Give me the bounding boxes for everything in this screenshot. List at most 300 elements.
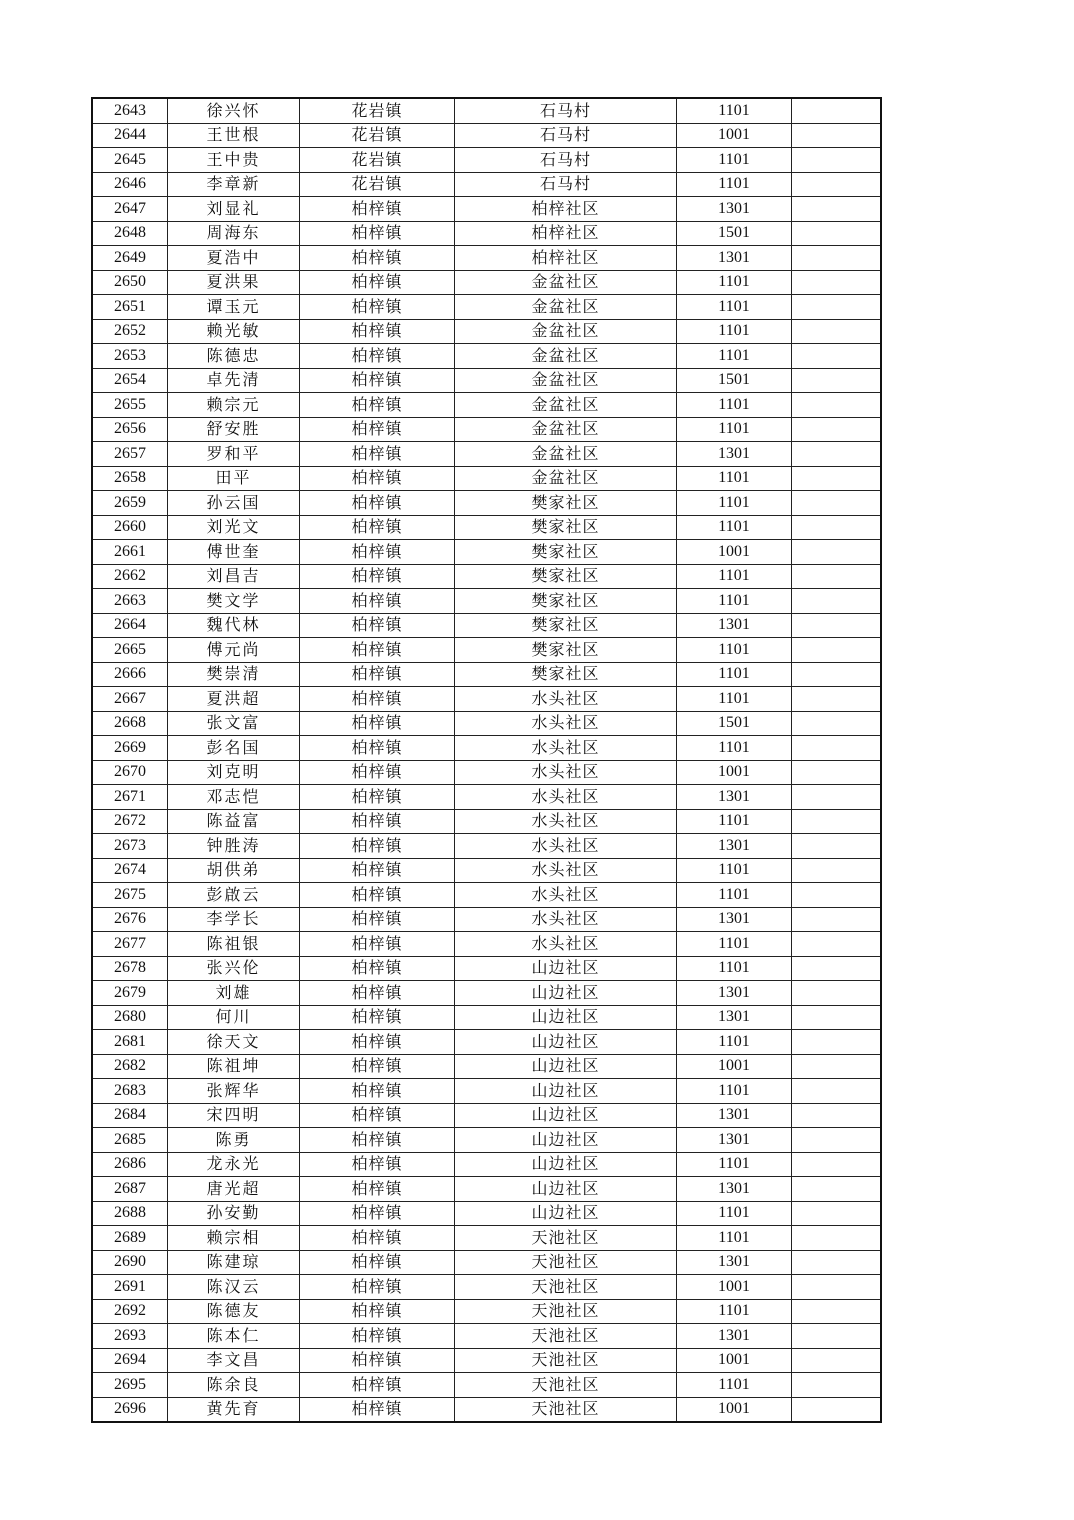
table-row [92, 466, 881, 491]
cell-code: 1301 [677, 981, 792, 1006]
table-row [92, 858, 881, 883]
table-row [92, 246, 881, 271]
cell-village: 樊家社区 [455, 515, 677, 540]
cell-serial-number: 2644 [92, 123, 168, 148]
cell-person-name: 陈勇 [168, 1128, 300, 1153]
cell-serial-number: 2685 [92, 1128, 168, 1153]
cell-person-name: 田平 [168, 466, 300, 491]
cell-village: 山边社区 [455, 1201, 677, 1226]
cell-village: 山边社区 [455, 1152, 677, 1177]
cell-remark [792, 981, 882, 1006]
cell-serial-number: 2645 [92, 148, 168, 173]
cell-village: 山边社区 [455, 956, 677, 981]
cell-remark [792, 809, 882, 834]
cell-person-name: 陈祖坤 [168, 1054, 300, 1079]
cell-person-name: 陈益富 [168, 809, 300, 834]
cell-person-name: 黄先育 [168, 1397, 300, 1422]
cell-serial-number: 2692 [92, 1299, 168, 1324]
table-row [92, 197, 881, 222]
cell-village: 山边社区 [455, 1128, 677, 1153]
roster-table-body [92, 98, 881, 1422]
cell-town: 柏梓镇 [300, 491, 455, 516]
table-row [92, 589, 881, 614]
table-row [92, 1348, 881, 1373]
cell-code: 1301 [677, 1250, 792, 1275]
cell-code: 1101 [677, 344, 792, 369]
cell-person-name: 陈汉云 [168, 1275, 300, 1300]
cell-serial-number: 2666 [92, 662, 168, 687]
cell-person-name: 赖宗元 [168, 393, 300, 418]
cell-town: 柏梓镇 [300, 613, 455, 638]
cell-town: 花岩镇 [300, 98, 455, 123]
cell-person-name: 徐兴怀 [168, 98, 300, 123]
cell-remark [792, 417, 882, 442]
cell-village: 天池社区 [455, 1250, 677, 1275]
cell-town: 柏梓镇 [300, 270, 455, 295]
cell-code: 1101 [677, 1030, 792, 1055]
cell-person-name: 夏浩中 [168, 246, 300, 271]
cell-remark [792, 442, 882, 467]
cell-town: 柏梓镇 [300, 1030, 455, 1055]
cell-code: 1301 [677, 907, 792, 932]
cell-town: 柏梓镇 [300, 1103, 455, 1128]
cell-serial-number: 2651 [92, 295, 168, 320]
cell-person-name: 赖宗相 [168, 1226, 300, 1251]
cell-village: 天池社区 [455, 1226, 677, 1251]
cell-remark [792, 834, 882, 859]
cell-code: 1101 [677, 417, 792, 442]
cell-remark [792, 491, 882, 516]
cell-village: 水头社区 [455, 809, 677, 834]
table-row [92, 711, 881, 736]
cell-village: 樊家社区 [455, 662, 677, 687]
table-row [92, 834, 881, 859]
cell-code: 1101 [677, 662, 792, 687]
cell-town: 花岩镇 [300, 172, 455, 197]
cell-village: 樊家社区 [455, 564, 677, 589]
cell-remark [792, 1324, 882, 1349]
table-row [92, 809, 881, 834]
cell-remark [792, 1226, 882, 1251]
cell-code: 1501 [677, 711, 792, 736]
cell-serial-number: 2658 [92, 466, 168, 491]
cell-village: 金盆社区 [455, 270, 677, 295]
cell-person-name: 徐天文 [168, 1030, 300, 1055]
cell-person-name: 王世根 [168, 123, 300, 148]
table-row [92, 1103, 881, 1128]
table-row [92, 1152, 881, 1177]
table-row [92, 442, 881, 467]
cell-town: 柏梓镇 [300, 760, 455, 785]
cell-person-name: 刘显礼 [168, 197, 300, 222]
cell-remark [792, 1054, 882, 1079]
cell-code: 1101 [677, 932, 792, 957]
cell-remark [792, 858, 882, 883]
cell-remark [792, 1373, 882, 1398]
table-row [92, 613, 881, 638]
table-row [92, 1226, 881, 1251]
cell-serial-number: 2654 [92, 368, 168, 393]
cell-person-name: 王中贵 [168, 148, 300, 173]
cell-code: 1101 [677, 687, 792, 712]
cell-village: 水头社区 [455, 932, 677, 957]
table-row [92, 270, 881, 295]
cell-person-name: 刘昌吉 [168, 564, 300, 589]
cell-code: 1001 [677, 540, 792, 565]
cell-code: 1101 [677, 491, 792, 516]
cell-person-name: 唐光超 [168, 1177, 300, 1202]
cell-remark [792, 907, 882, 932]
cell-person-name: 罗和平 [168, 442, 300, 467]
cell-person-name: 李学长 [168, 907, 300, 932]
cell-remark [792, 466, 882, 491]
cell-village: 柏梓社区 [455, 221, 677, 246]
cell-serial-number: 2676 [92, 907, 168, 932]
cell-serial-number: 2675 [92, 883, 168, 908]
cell-town: 柏梓镇 [300, 1152, 455, 1177]
cell-code: 1101 [677, 466, 792, 491]
cell-village: 樊家社区 [455, 540, 677, 565]
cell-serial-number: 2648 [92, 221, 168, 246]
cell-person-name: 龙永光 [168, 1152, 300, 1177]
cell-person-name: 何川 [168, 1005, 300, 1030]
cell-village: 水头社区 [455, 711, 677, 736]
cell-remark [792, 589, 882, 614]
cell-village: 石马村 [455, 123, 677, 148]
cell-code: 1101 [677, 638, 792, 663]
cell-person-name: 陈本仁 [168, 1324, 300, 1349]
table-row [92, 368, 881, 393]
cell-town: 柏梓镇 [300, 1128, 455, 1153]
table-row [92, 1005, 881, 1030]
cell-remark [792, 1299, 882, 1324]
table-row [92, 417, 881, 442]
table-row [92, 638, 881, 663]
cell-remark [792, 760, 882, 785]
cell-serial-number: 2694 [92, 1348, 168, 1373]
cell-serial-number: 2672 [92, 809, 168, 834]
cell-remark [792, 736, 882, 761]
cell-person-name: 赖光敏 [168, 319, 300, 344]
cell-code: 1101 [677, 172, 792, 197]
table-row [92, 221, 881, 246]
cell-code: 1301 [677, 1005, 792, 1030]
cell-serial-number: 2681 [92, 1030, 168, 1055]
cell-code: 1101 [677, 858, 792, 883]
cell-town: 柏梓镇 [300, 1226, 455, 1251]
cell-town: 柏梓镇 [300, 564, 455, 589]
cell-town: 柏梓镇 [300, 1397, 455, 1422]
cell-remark [792, 638, 882, 663]
cell-code: 1101 [677, 1079, 792, 1104]
cell-village: 山边社区 [455, 981, 677, 1006]
cell-code: 1301 [677, 834, 792, 859]
cell-town: 柏梓镇 [300, 1250, 455, 1275]
cell-village: 水头社区 [455, 736, 677, 761]
cell-person-name: 刘雄 [168, 981, 300, 1006]
cell-village: 山边社区 [455, 1005, 677, 1030]
cell-remark [792, 883, 882, 908]
table-row [92, 736, 881, 761]
cell-town: 柏梓镇 [300, 368, 455, 393]
cell-person-name: 钟胜涛 [168, 834, 300, 859]
cell-person-name: 卓先清 [168, 368, 300, 393]
cell-code: 1501 [677, 368, 792, 393]
cell-serial-number: 2657 [92, 442, 168, 467]
table-row [92, 1275, 881, 1300]
cell-village: 金盆社区 [455, 295, 677, 320]
cell-serial-number: 2670 [92, 760, 168, 785]
table-row [92, 760, 881, 785]
cell-code: 1101 [677, 515, 792, 540]
cell-person-name: 魏代林 [168, 613, 300, 638]
cell-code: 1001 [677, 123, 792, 148]
cell-person-name: 孙云国 [168, 491, 300, 516]
cell-remark [792, 172, 882, 197]
cell-code: 1001 [677, 760, 792, 785]
table-row [92, 1397, 881, 1422]
cell-serial-number: 2656 [92, 417, 168, 442]
cell-serial-number: 2679 [92, 981, 168, 1006]
cell-remark [792, 956, 882, 981]
cell-serial-number: 2678 [92, 956, 168, 981]
cell-serial-number: 2687 [92, 1177, 168, 1202]
cell-person-name: 陈建琼 [168, 1250, 300, 1275]
cell-code: 1501 [677, 221, 792, 246]
cell-remark [792, 270, 882, 295]
table-row [92, 1177, 881, 1202]
table-row [92, 932, 881, 957]
cell-town: 柏梓镇 [300, 589, 455, 614]
cell-code: 1301 [677, 197, 792, 222]
cell-town: 柏梓镇 [300, 809, 455, 834]
cell-village: 天池社区 [455, 1397, 677, 1422]
table-row [92, 1299, 881, 1324]
cell-village: 水头社区 [455, 687, 677, 712]
cell-code: 1101 [677, 956, 792, 981]
cell-serial-number: 2650 [92, 270, 168, 295]
cell-village: 水头社区 [455, 907, 677, 932]
cell-remark [792, 368, 882, 393]
cell-person-name: 陈德忠 [168, 344, 300, 369]
cell-code: 1101 [677, 1373, 792, 1398]
cell-town: 柏梓镇 [300, 711, 455, 736]
cell-serial-number: 2646 [92, 172, 168, 197]
cell-serial-number: 2659 [92, 491, 168, 516]
cell-person-name: 夏洪果 [168, 270, 300, 295]
table-row [92, 98, 881, 123]
cell-village: 金盆社区 [455, 466, 677, 491]
cell-village: 樊家社区 [455, 613, 677, 638]
cell-serial-number: 2690 [92, 1250, 168, 1275]
cell-serial-number: 2688 [92, 1201, 168, 1226]
cell-serial-number: 2661 [92, 540, 168, 565]
cell-serial-number: 2662 [92, 564, 168, 589]
cell-code: 1101 [677, 148, 792, 173]
cell-village: 天池社区 [455, 1373, 677, 1398]
cell-town: 柏梓镇 [300, 785, 455, 810]
cell-code: 1101 [677, 883, 792, 908]
table-row [92, 172, 881, 197]
cell-person-name: 宋四明 [168, 1103, 300, 1128]
table-row [92, 1030, 881, 1055]
table-row [92, 344, 881, 369]
cell-code: 1001 [677, 1397, 792, 1422]
cell-town: 柏梓镇 [300, 1299, 455, 1324]
cell-remark [792, 711, 882, 736]
cell-person-name: 陈余良 [168, 1373, 300, 1398]
cell-serial-number: 2653 [92, 344, 168, 369]
cell-remark [792, 613, 882, 638]
cell-village: 金盆社区 [455, 344, 677, 369]
cell-person-name: 张辉华 [168, 1079, 300, 1104]
cell-village: 水头社区 [455, 834, 677, 859]
cell-code: 1101 [677, 270, 792, 295]
table-row [92, 295, 881, 320]
cell-serial-number: 2683 [92, 1079, 168, 1104]
cell-person-name: 陈祖银 [168, 932, 300, 957]
cell-village: 金盆社区 [455, 368, 677, 393]
cell-remark [792, 295, 882, 320]
table-row [92, 393, 881, 418]
cell-town: 柏梓镇 [300, 1054, 455, 1079]
cell-town: 柏梓镇 [300, 662, 455, 687]
cell-code: 1101 [677, 393, 792, 418]
cell-remark [792, 344, 882, 369]
cell-town: 柏梓镇 [300, 858, 455, 883]
cell-village: 水头社区 [455, 858, 677, 883]
cell-village: 天池社区 [455, 1324, 677, 1349]
cell-serial-number: 2680 [92, 1005, 168, 1030]
cell-serial-number: 2668 [92, 711, 168, 736]
cell-town: 柏梓镇 [300, 687, 455, 712]
cell-serial-number: 2691 [92, 1275, 168, 1300]
cell-village: 柏梓社区 [455, 197, 677, 222]
cell-serial-number: 2677 [92, 932, 168, 957]
cell-serial-number: 2671 [92, 785, 168, 810]
table-row [92, 907, 881, 932]
table-row [92, 319, 881, 344]
cell-person-name: 刘克明 [168, 760, 300, 785]
cell-code: 1101 [677, 1299, 792, 1324]
cell-town: 花岩镇 [300, 148, 455, 173]
cell-serial-number: 2649 [92, 246, 168, 271]
cell-village: 石马村 [455, 172, 677, 197]
cell-code: 1301 [677, 1177, 792, 1202]
cell-serial-number: 2643 [92, 98, 168, 123]
cell-person-name: 张兴伦 [168, 956, 300, 981]
cell-serial-number: 2660 [92, 515, 168, 540]
cell-town: 柏梓镇 [300, 221, 455, 246]
cell-serial-number: 2665 [92, 638, 168, 663]
table-row [92, 687, 881, 712]
cell-person-name: 彭啟云 [168, 883, 300, 908]
cell-person-name: 夏洪超 [168, 687, 300, 712]
cell-village: 天池社区 [455, 1275, 677, 1300]
cell-town: 柏梓镇 [300, 956, 455, 981]
cell-town: 柏梓镇 [300, 1373, 455, 1398]
cell-serial-number: 2686 [92, 1152, 168, 1177]
cell-remark [792, 564, 882, 589]
cell-person-name: 张文富 [168, 711, 300, 736]
cell-code: 1101 [677, 1152, 792, 1177]
cell-serial-number: 2693 [92, 1324, 168, 1349]
cell-village: 柏梓社区 [455, 246, 677, 271]
cell-remark [792, 1030, 882, 1055]
cell-code: 1301 [677, 246, 792, 271]
cell-town: 花岩镇 [300, 123, 455, 148]
table-row [92, 564, 881, 589]
cell-village: 山边社区 [455, 1177, 677, 1202]
cell-town: 柏梓镇 [300, 515, 455, 540]
cell-remark [792, 1128, 882, 1153]
cell-person-name: 周海东 [168, 221, 300, 246]
cell-serial-number: 2674 [92, 858, 168, 883]
table-row [92, 1373, 881, 1398]
cell-person-name: 孙安勤 [168, 1201, 300, 1226]
cell-village: 金盆社区 [455, 319, 677, 344]
cell-person-name: 刘光文 [168, 515, 300, 540]
cell-code: 1001 [677, 1054, 792, 1079]
cell-town: 柏梓镇 [300, 1177, 455, 1202]
cell-serial-number: 2647 [92, 197, 168, 222]
cell-code: 1101 [677, 589, 792, 614]
table-row [92, 515, 881, 540]
cell-village: 山边社区 [455, 1079, 677, 1104]
cell-village: 天池社区 [455, 1348, 677, 1373]
cell-town: 柏梓镇 [300, 981, 455, 1006]
cell-village: 山边社区 [455, 1054, 677, 1079]
cell-town: 柏梓镇 [300, 907, 455, 932]
cell-code: 1101 [677, 295, 792, 320]
cell-person-name: 邓志恺 [168, 785, 300, 810]
cell-town: 柏梓镇 [300, 319, 455, 344]
cell-remark [792, 197, 882, 222]
cell-town: 柏梓镇 [300, 1275, 455, 1300]
cell-town: 柏梓镇 [300, 736, 455, 761]
cell-town: 柏梓镇 [300, 883, 455, 908]
cell-serial-number: 2652 [92, 319, 168, 344]
cell-remark [792, 540, 882, 565]
cell-code: 1001 [677, 1348, 792, 1373]
cell-code: 1101 [677, 809, 792, 834]
table-row [92, 883, 881, 908]
cell-town: 柏梓镇 [300, 1324, 455, 1349]
cell-remark [792, 393, 882, 418]
table-row [92, 1250, 881, 1275]
table-row [92, 956, 881, 981]
cell-person-name: 李文昌 [168, 1348, 300, 1373]
cell-person-name: 舒安胜 [168, 417, 300, 442]
cell-town: 柏梓镇 [300, 246, 455, 271]
cell-remark [792, 221, 882, 246]
cell-remark [792, 1275, 882, 1300]
cell-village: 天池社区 [455, 1299, 677, 1324]
cell-remark [792, 1005, 882, 1030]
cell-code: 1101 [677, 319, 792, 344]
cell-village: 水头社区 [455, 883, 677, 908]
cell-town: 柏梓镇 [300, 1079, 455, 1104]
cell-person-name: 陈德友 [168, 1299, 300, 1324]
cell-serial-number: 2673 [92, 834, 168, 859]
cell-person-name: 樊文学 [168, 589, 300, 614]
table-row [92, 1201, 881, 1226]
table-row [92, 123, 881, 148]
cell-remark [792, 246, 882, 271]
cell-serial-number: 2696 [92, 1397, 168, 1422]
cell-remark [792, 932, 882, 957]
cell-code: 1101 [677, 564, 792, 589]
